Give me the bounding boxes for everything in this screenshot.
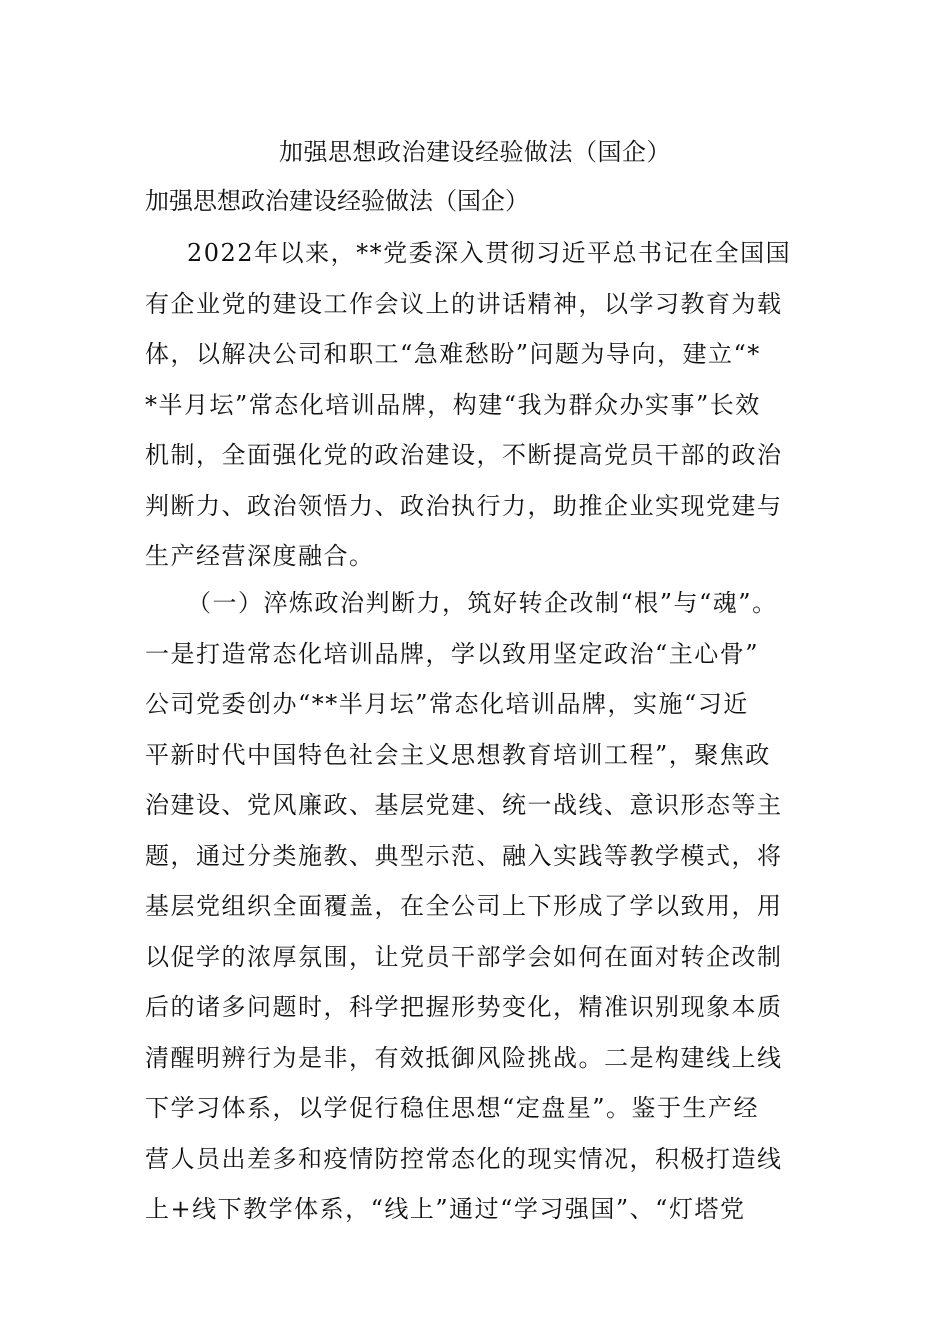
paragraph-line: 体，以解决公司和职工“急难愁盼”问题为导向，建立“* bbox=[145, 340, 761, 368]
paragraph-intro bbox=[145, 228, 815, 582]
paragraph-line: 基层党组织全面覆盖，在全公司上下形成了学以致用，用 bbox=[145, 892, 783, 920]
paragraph-line: 清醒明辨行为是非，有效抵御风险挑战。二是构建线上线 bbox=[145, 1043, 783, 1072]
paragraph-line: 下学习体系，以学促行稳住思想“定盘星”。鉴于生产经 bbox=[145, 1094, 760, 1122]
paragraph-line: 后的诸多问题时，科学把握形势变化，精准识别现象本质 bbox=[145, 993, 783, 1021]
document-title: 加强思想政治建设经验做法（国企） bbox=[279, 138, 671, 166]
paragraph-line: 以促学的浓厚氛围，让党员干部学会如何在面对转企改制 bbox=[145, 942, 783, 971]
paragraph-line: 治建设、党风廉政、基层党建、统一战线、意识形态等主 bbox=[145, 791, 783, 819]
paragraph-line: 公司党委创办“**半月坛”常态化培训品牌，实施“习近 bbox=[145, 690, 749, 718]
paragraph-line: 一是打造常态化培训品牌，学以致用坚定政治“主心骨” bbox=[145, 639, 760, 668]
paragraph-line: 平新时代中国特色社会主义思想教育培训工程”，聚焦政 bbox=[145, 740, 771, 769]
section-heading-line: （一）淬炼政治判断力，筑好转企改制“根”与“魂”。 bbox=[187, 589, 778, 617]
document-subtitle: 加强思想政治建设经验做法（国企） bbox=[145, 187, 529, 215]
paragraph-line: 2022年以来，**党委深入贯彻习近平总书记在全国国 bbox=[187, 239, 792, 267]
paragraph-line: 上+线下教学体系，“线上”通过“学习强国”、“灯塔党 bbox=[145, 1195, 746, 1223]
paragraph-line: 题，通过分类施教、典型示范、融入实践等教学模式，将 bbox=[145, 841, 783, 870]
paragraph-line: 判断力、政治领悟力、政治执行力，助推企业实现党建与 bbox=[145, 491, 783, 520]
paragraph-line: 有企业党的建设工作会议上的讲话精神，以学习教育为载 bbox=[145, 289, 783, 318]
paragraph-line: *半月坛”常态化培训品牌，构建“我为群众办实事”长效 bbox=[145, 390, 761, 419]
paragraph-section-one bbox=[145, 578, 815, 1235]
paragraph-line: 生产经营深度融合。 bbox=[145, 542, 375, 570]
paragraph-line: 机制，全面强化党的政治建设，不断提高党员干部的政治 bbox=[145, 441, 783, 469]
paragraph-line: 营人员出差多和疫情防控常态化的现实情况，积极打造线 bbox=[145, 1144, 783, 1173]
